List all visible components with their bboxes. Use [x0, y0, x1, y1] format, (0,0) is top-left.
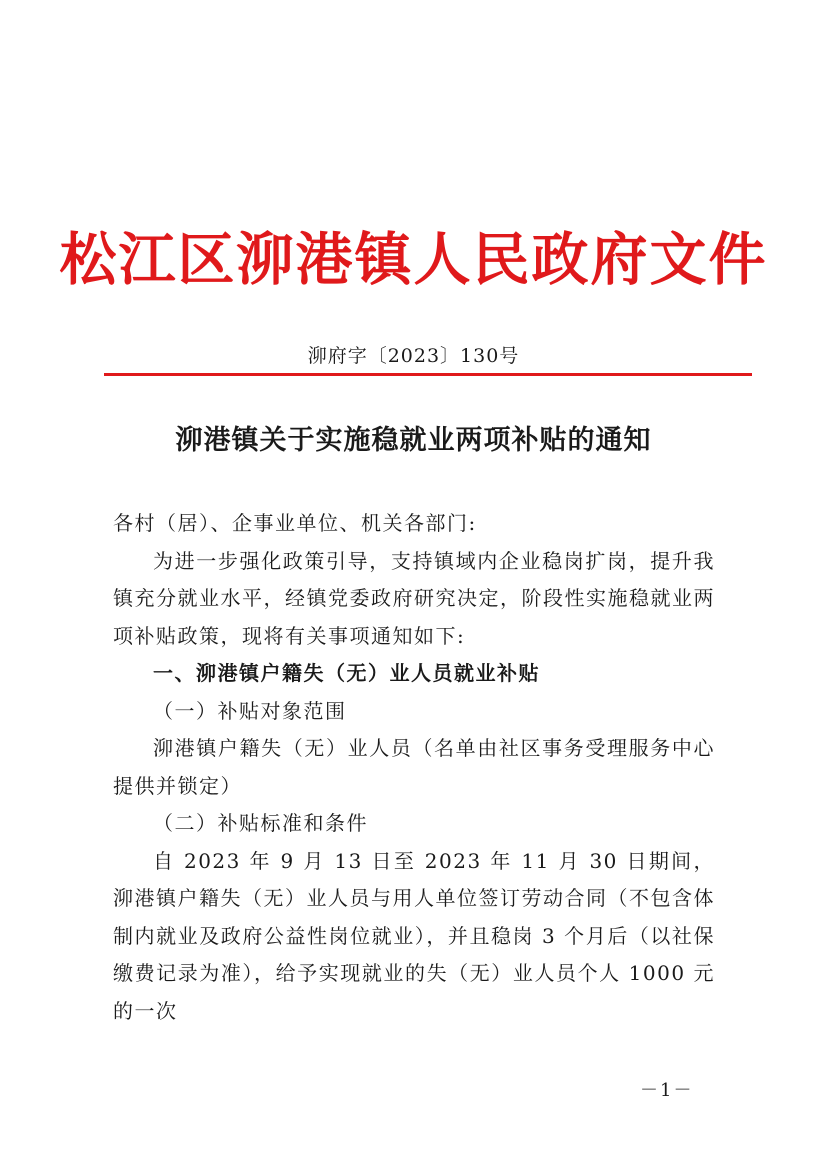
subsection-paragraph-1: 泖港镇户籍失（无）业人员（名单由社区事务受理服务中心提供并锁定）: [113, 736, 715, 798]
notice-title: 泖港镇关于实施稳就业两项补贴的通知: [175, 425, 652, 456]
salutation: 各村（居）、企事业单位、机关各部门:: [113, 511, 477, 535]
page-number: －1－: [640, 1080, 694, 1101]
notice-body: [113, 505, 715, 1030]
issuing-authority-title: 松江区泖港镇人民政府文件: [59, 226, 768, 293]
section-heading-1: 一、泖港镇户籍失（无）业人员就业补贴: [153, 661, 540, 685]
document-number: 泖府字〔2023〕130号: [307, 345, 520, 367]
subsection-heading-1: （一）补贴对象范围: [153, 698, 347, 723]
intro-paragraph: 为进一步强化政策引导，支持镇域内企业稳岗扩岗，提升我镇充分就业水平，经镇党委政府研究决定，阶段性实施稳就业两项补贴政策，现将有关事项通知如下:: [113, 548, 715, 648]
red-divider-line: [104, 373, 752, 376]
subsection-heading-2: （二）补贴标准和条件: [153, 811, 368, 835]
subsection-paragraph-2: 自 2023 年 9 月 13 日至 2023 年 11 月 30 日期间，泖港镇户籍失（无）业人员与用人单位签订劳动合同（不包含体制内就业及政府公益性岗位就业），并且稳岗 3 个月后（以社保缴费记录为准），给予实现就业的失（无）业人员个人 1000 元的一次: [113, 848, 715, 1023]
